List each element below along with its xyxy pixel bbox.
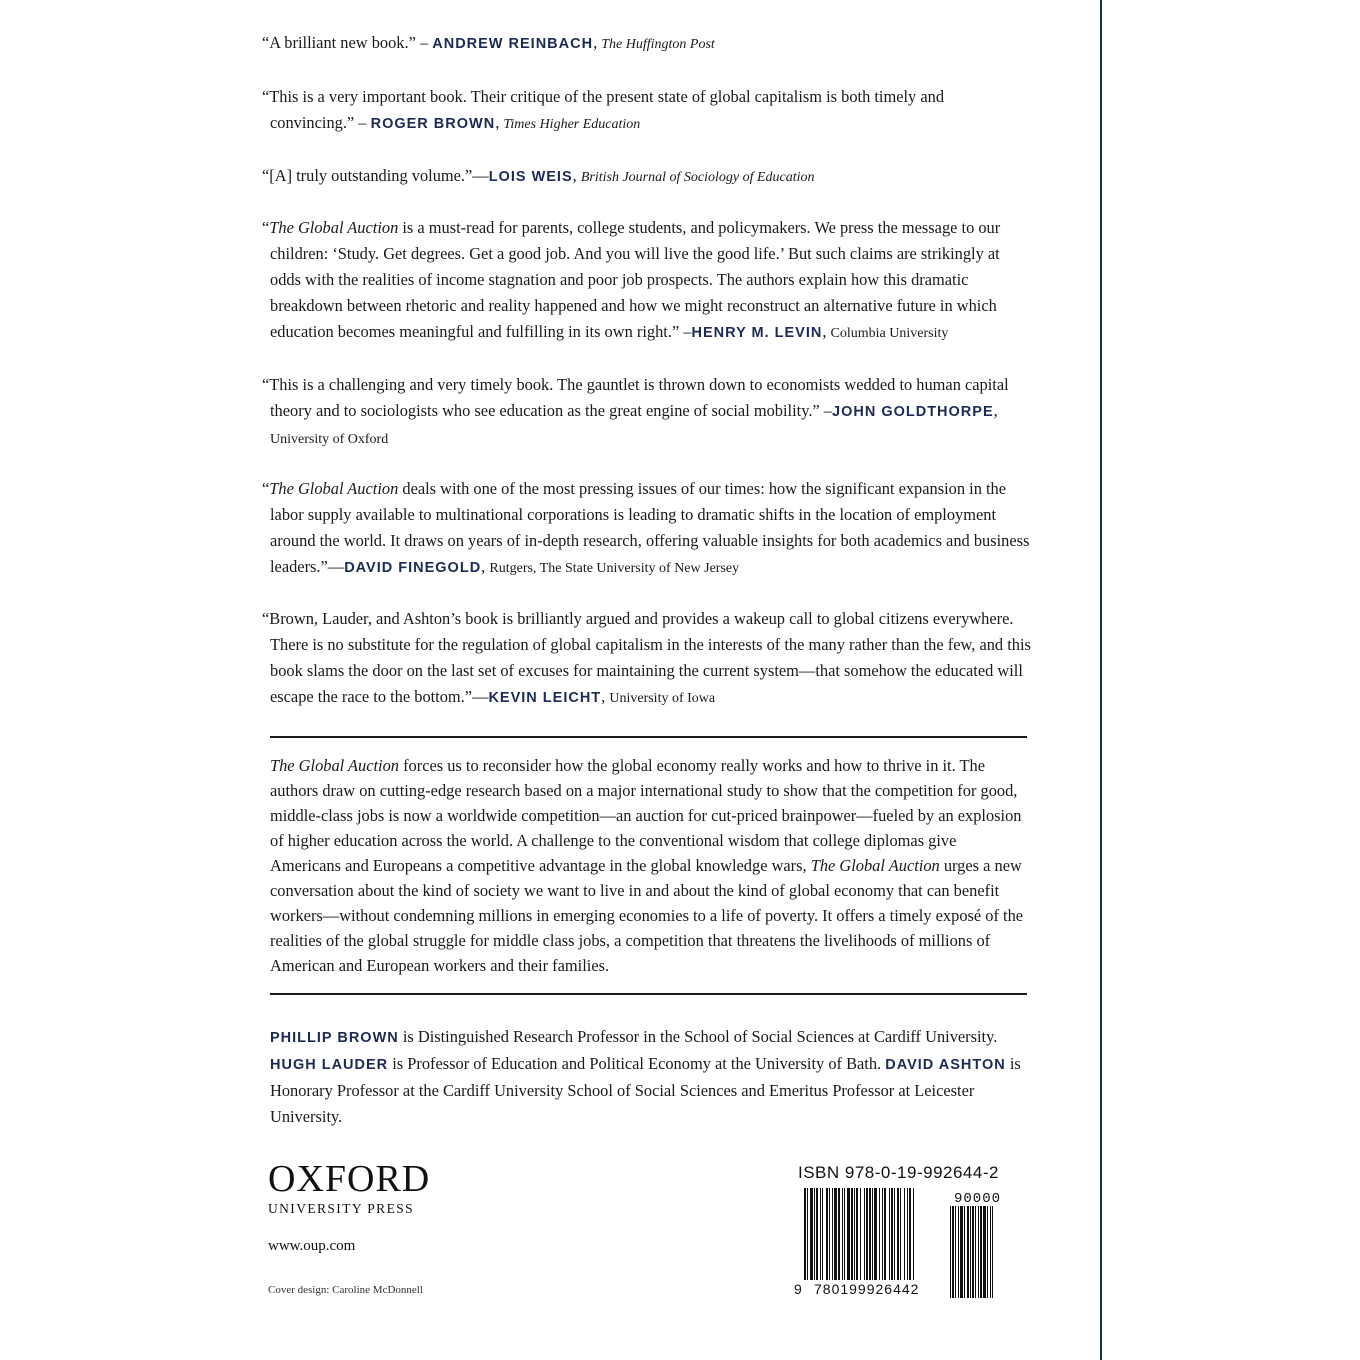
barcode-bar <box>810 1188 813 1280</box>
author-bio: is Professor of Education and Political Economy at the University of Bath. <box>388 1054 886 1073</box>
book-title-italic: The Global Auction <box>270 756 399 775</box>
barcode-bar <box>891 1188 893 1280</box>
barcode-bar <box>820 1188 821 1280</box>
description-text: forces us to reconsider how the global economy really works and how to thrive in it. The authors draw on cutting-edge research based on a major international study to show that the competition for good, middle-class jobs is now a worldwide competition—an auction for cut-priced brainpower—fueled by an explosion of higher education across the world. A challenge to the conventional wisdom that college diplomas give Americans and Europeans a competitive advantage in the global knowledge wars, <box>270 756 1022 875</box>
spine-edge-line <box>1100 0 1102 1360</box>
reviewer-affiliation: University of Oxford <box>270 432 389 447</box>
barcode <box>790 1188 1022 1300</box>
barcode-bar <box>889 1188 890 1280</box>
divider-rule <box>270 993 1027 995</box>
separator: , <box>822 322 831 341</box>
barcode-addon-bar <box>992 1206 993 1298</box>
review-text: is a must-read for parents, college students, and policymakers. We press the message to our children: ‘Study. Get degrees. Get a good job. And you will live the good life.’ But such claims are strikingly at odds with the realities of income stagnation and poor job prospects. The authors explain how this dramatic breakdown between rhetoric and reality happened and how we might reconstruct an alternative future in which education becomes meaningful and fulfilling in its own right.” – <box>270 218 1001 341</box>
barcode-addon-bar <box>964 1206 965 1298</box>
barcode-addon-bar <box>990 1206 991 1298</box>
barcode-addon-bar <box>978 1206 979 1298</box>
barcode-bar <box>851 1188 853 1280</box>
review-quote <box>262 606 1032 712</box>
publisher-name: OXFORD <box>268 1158 431 1200</box>
separator: , <box>495 113 504 132</box>
reviewer-affiliation: Columbia University <box>830 326 949 341</box>
reviewer-name: DAVID FINEGOLD <box>344 560 482 576</box>
barcode-bar <box>882 1188 883 1280</box>
barcode-bar <box>854 1188 855 1280</box>
separator: , <box>601 687 610 706</box>
reviewer-affiliation: Times Higher Education <box>503 117 641 132</box>
author-name: DAVID ASHTON <box>885 1057 1006 1073</box>
author-name: PHILLIP BROWN <box>270 1030 399 1046</box>
reviewer-name: JOHN GOLDTHORPE <box>832 404 994 420</box>
barcode-addon-bar <box>975 1206 976 1298</box>
barcode-addon-bar <box>972 1206 974 1298</box>
barcode-addon-bar <box>955 1206 956 1298</box>
cover-design-credit: Cover design: Caroline McDonnell <box>268 1284 423 1296</box>
reviewer-name: KEVIN LEICHT <box>488 690 602 706</box>
review-text: “Brown, Lauder, and Ashton’s book is brilliantly argued and provides a wakeup call to global citizens everywhere. There is no substitute for the regulation of global capitalism in the interests of the many rather than the few, and this book slams the door on the last set of excuses for maintaining the current system—that somehow the educated will escape the race to the bottom.”— <box>262 609 1031 706</box>
barcode-bar <box>860 1188 861 1280</box>
description-text: urges a new conversation about the kind of society we want to live in and about the kind of global economy that can benefit workers—without condemning millions in emerging economies to a life of poverty. It offers a timely exposé of the realities of the global struggle for middle class jobs, a competition that threatens the livelihoods of millions of American and European workers and their families. <box>270 856 1024 975</box>
isbn-label: ISBN 978-0-19-992644-2 <box>798 1163 999 1182</box>
author-bio: is Distinguished Research Professor in the School of Social Sciences at Cardiff University. <box>398 1027 998 1046</box>
review-quote <box>262 163 815 191</box>
publisher-website: www.oup.com <box>268 1238 356 1254</box>
publisher-subname: UNIVERSITY PRESS <box>268 1201 415 1216</box>
divider-rule <box>270 736 1027 738</box>
barcode-bar <box>872 1188 873 1280</box>
barcode-bar <box>884 1188 886 1280</box>
barcode-bar <box>904 1188 905 1280</box>
book-title-italic: The Global Auction <box>269 479 399 498</box>
barcode-addon-bar <box>987 1206 988 1298</box>
barcode-bar <box>834 1188 837 1280</box>
separator: , <box>481 557 490 576</box>
barcode-addon-bar <box>950 1206 951 1298</box>
separator: , <box>993 401 998 420</box>
review-text: “A brilliant new book.” – <box>262 33 433 52</box>
barcode-bar <box>894 1188 895 1280</box>
barcode-addon-bar <box>983 1206 986 1298</box>
review-text: “[A] truly outstanding volume.”— <box>262 166 489 185</box>
barcode-bar <box>816 1188 818 1280</box>
review-text: “This is a very important book. Their critique of the present state of global capitalism is both timely and convincing.” – <box>262 87 945 132</box>
barcode-bar <box>909 1188 911 1280</box>
separator: , <box>572 166 581 185</box>
barcode-bar <box>804 1188 806 1280</box>
reviewer-affiliation: Rutgers, The State University of New Jersey <box>489 561 740 576</box>
barcode-bar <box>838 1188 840 1280</box>
review-quote: “The Global Auction is a must-read for parents, college students, and policymakers. We press the message to our children: ‘Study. Get degrees. Get a good job. And you will live the good life.’ But such claims are strikingly at odds with the realities of income stagnation and poor job prospects. The authors explain how this dramatic breakdown between rhetoric and reality happened and how we might reconstruct an alternative future in which education becomes meaningful and fulfilling in its own right.” –HENRY M. LEVIN, Columbia University <box>262 218 1001 341</box>
barcode-addon-bar <box>960 1206 963 1298</box>
book-title-italic: The Global Auction <box>810 856 940 875</box>
barcode-price-code: 90000 <box>954 1191 1002 1207</box>
barcode-bar <box>907 1188 908 1280</box>
barcode-bar <box>856 1188 858 1280</box>
barcode-addon-bar <box>970 1206 971 1298</box>
barcode-digits: 780199926442 <box>814 1281 920 1297</box>
reviewer-name: ROGER BROWN <box>370 116 496 132</box>
author-bios <box>270 1024 1030 1130</box>
barcode-lead-digit: 9 <box>794 1281 802 1297</box>
barcode-bar <box>869 1188 871 1280</box>
barcode-bar <box>844 1188 845 1280</box>
barcode-addon-bars <box>950 1206 993 1298</box>
barcode-bar <box>832 1188 833 1280</box>
review-quote: “The Global Auction deals with one of the most pressing issues of our times: how the significant expansion in the labor supply available to multinational corporations is leading to dramatic shifts in the location of employment around the world. It draws on years of in-depth research, offering valuable insights for both academics and business leaders.”—DAVID FINEGOLD, Rutgers, The State University of New Jersey <box>262 479 1030 576</box>
review-text: “This is a challenging and very timely book. The gauntlet is thrown down to economists wedded to human capital theory and to sociologists who see education as the great engine of social mobility.” – <box>262 375 1009 420</box>
barcode-bar <box>807 1188 808 1280</box>
book-title-italic: The Global Auction <box>269 218 399 237</box>
barcode-main-bars <box>804 1188 914 1280</box>
barcode-addon-bar <box>952 1206 954 1298</box>
barcode-bar <box>847 1188 850 1280</box>
reviewer-affiliation: British Journal of Sociology of Education <box>580 170 815 185</box>
review-quote <box>262 372 1032 453</box>
barcode-addon-bar <box>967 1206 969 1298</box>
barcode-bar <box>826 1188 828 1280</box>
author-name: HUGH LAUDER <box>270 1057 389 1073</box>
barcode-bar <box>864 1188 865 1280</box>
reviewer-affiliation: University of Iowa <box>609 691 716 706</box>
barcode-bar <box>900 1188 901 1280</box>
barcode-bar <box>874 1188 877 1280</box>
barcode-addon-bar <box>980 1206 982 1298</box>
barcode-bar <box>866 1188 868 1280</box>
review-quote <box>262 30 715 58</box>
barcode-bar <box>913 1188 914 1280</box>
author-bio: is Honorary Professor at the Cardiff University School of Social Sciences and Emeritus Professor at Leicester University. <box>270 1054 1021 1126</box>
barcode-bar <box>829 1188 830 1280</box>
barcode-bar <box>822 1188 823 1280</box>
review-text: deals with one of the most pressing issues of our times: how the significant expansion in the labor supply available to multinational corporations is leading to dramatic shifts in the location of employment around the world. It draws on years of in-depth research, offering valuable insights for both academics and business leaders.”— <box>270 479 1030 576</box>
barcode-bar <box>814 1188 815 1280</box>
separator: , <box>593 33 602 52</box>
barcode-addon-bar <box>958 1206 959 1298</box>
reviewer-name: LOIS WEIS <box>488 169 573 185</box>
barcode-bar <box>879 1188 880 1280</box>
reviewer-name: HENRY M. LEVIN <box>691 325 823 341</box>
reviewer-affiliation: The Huffington Post <box>601 37 715 52</box>
publisher-logo <box>268 1160 430 1217</box>
barcode-bar <box>897 1188 899 1280</box>
book-description <box>270 753 1030 978</box>
barcode-bar <box>842 1188 843 1280</box>
reviewer-name: ANDREW REINBACH <box>432 36 594 52</box>
review-quote <box>262 84 1032 138</box>
